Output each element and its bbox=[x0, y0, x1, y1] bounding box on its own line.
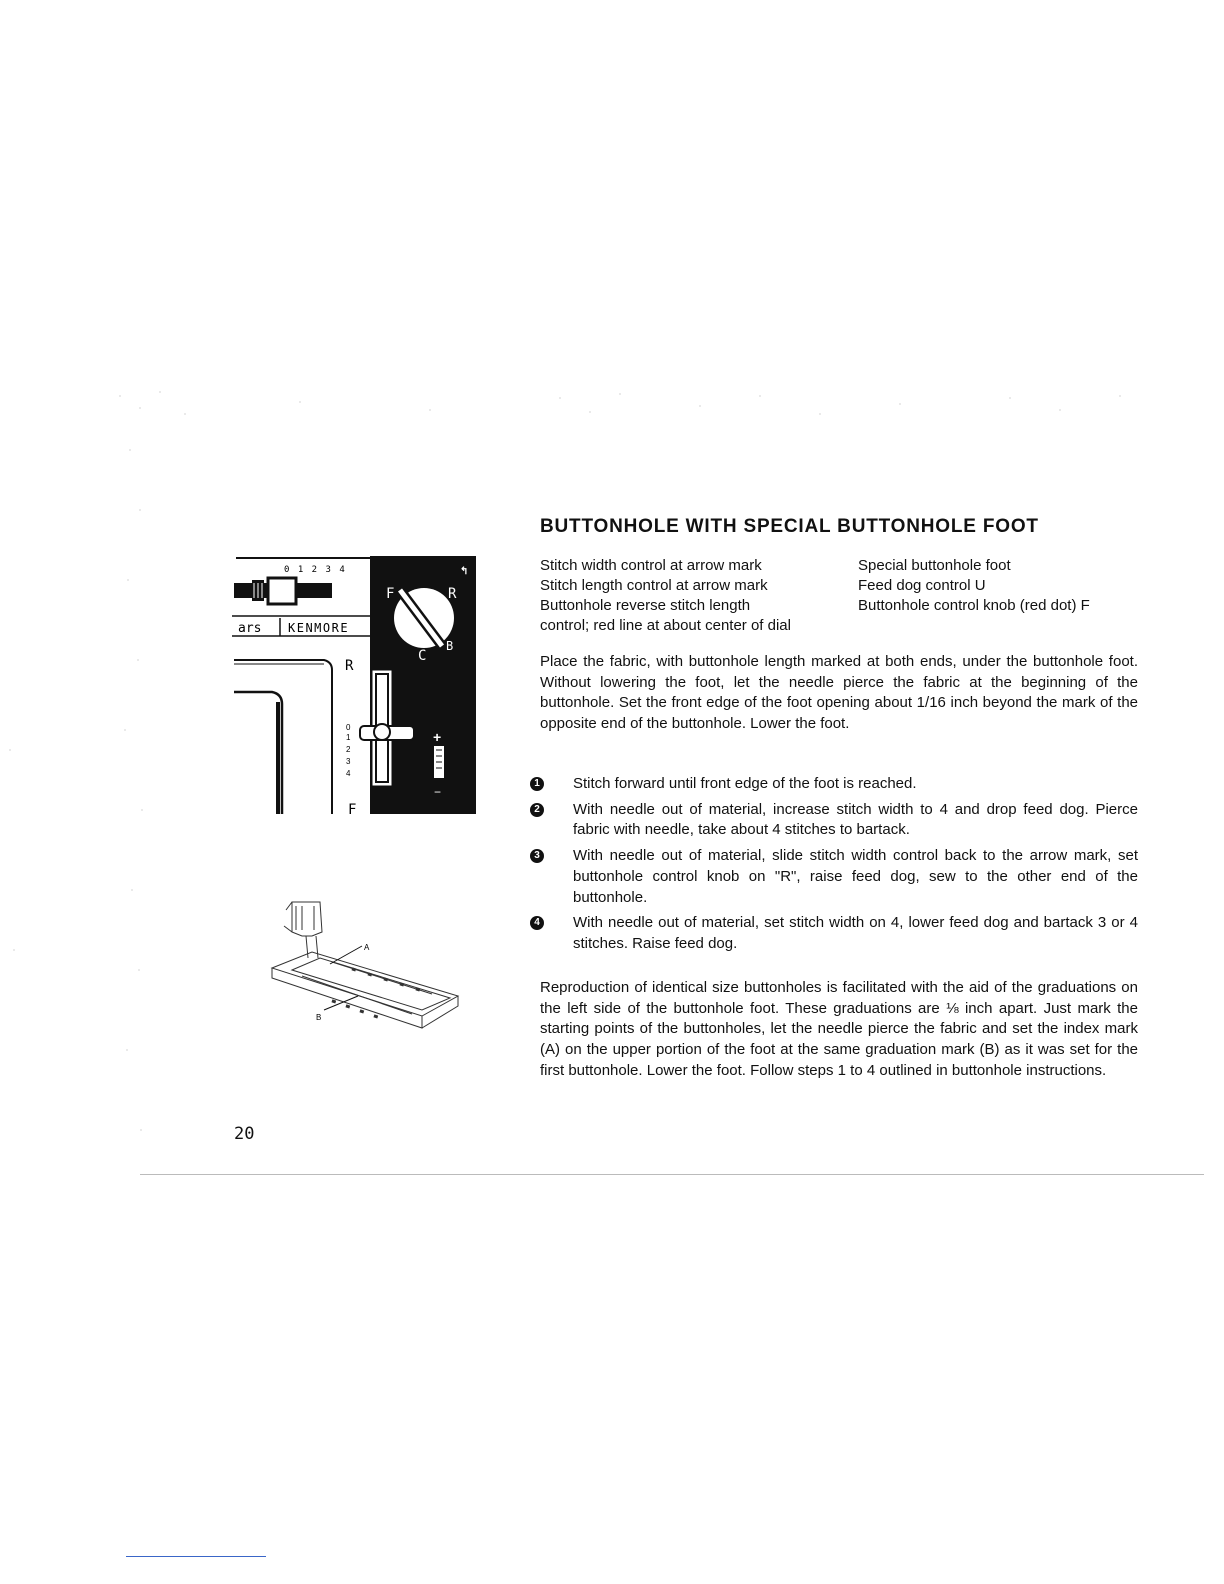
step-item bbox=[530, 846, 1138, 908]
stitch-width-slider bbox=[234, 578, 332, 604]
slider-scale-3: 3 bbox=[346, 757, 351, 766]
slider-scale-2: 2 bbox=[346, 745, 351, 754]
minus-sign: − bbox=[434, 785, 442, 799]
control-panel-illustration bbox=[232, 552, 480, 818]
step-text: With needle out of material, set stitch width on 4, lower feed dog and bartack 3 or 4 stitches. Raise feed dog. bbox=[573, 914, 1138, 952]
brand-left: ars bbox=[238, 621, 262, 636]
svg-text:↰: ↰ bbox=[460, 566, 469, 577]
scan-noise-top bbox=[0, 384, 1224, 434]
step-number-icon: 2 bbox=[530, 803, 544, 817]
label-b: B bbox=[316, 1013, 322, 1022]
step-text: With needle out of material, increase stitch width to 4 and drop feed dog. Pierce fabric with needle, take about 4 stitches to bartack. bbox=[573, 800, 1138, 839]
slider-scale-1: 1 bbox=[346, 733, 351, 742]
knob-label-r: R bbox=[448, 586, 457, 602]
setting-stitch-width: Stitch width control at arrow mark bbox=[540, 557, 762, 574]
buttonhole-foot-illustration bbox=[262, 896, 490, 1062]
slider-top-label: R bbox=[345, 658, 354, 674]
bottom-rule bbox=[140, 1174, 1204, 1175]
knob-label-b: B bbox=[446, 639, 454, 653]
step-number-icon: 3 bbox=[530, 849, 544, 863]
settings-left-column bbox=[540, 556, 858, 636]
plus-sign: + bbox=[433, 729, 442, 745]
step-text: Stitch forward until front edge of the foot is reached. bbox=[573, 775, 917, 792]
slider-scale-0: 0 bbox=[346, 723, 351, 732]
step-number-icon: 1 bbox=[530, 777, 544, 791]
label-a: A bbox=[364, 943, 370, 952]
slider-scale-4: 4 bbox=[346, 769, 351, 778]
setting-stitch-length: Stitch length control at arrow mark bbox=[540, 577, 768, 594]
setting-special-foot: Special buttonhole foot bbox=[858, 557, 1011, 574]
settings-right-column bbox=[858, 556, 1140, 616]
intro-paragraph: Place the fabric, with buttonhole length marked at both ends, under the buttonhole foot. Without lowering the foot, let the needle pierce the fabric at the beginning of the buttonhole. Set the front edge of the foot opening about 1/16 inch beyond the mark of the opposite end of the buttonhole. Lower the foot. bbox=[540, 653, 1138, 733]
setting-reverse-stitch: Buttonhole reverse stitch length bbox=[540, 597, 751, 614]
step-number-icon: 4 bbox=[530, 916, 544, 930]
setting-feed-dog: Feed dog control U bbox=[858, 577, 986, 594]
page-title: BUTTONHOLE WITH SPECIAL BUTTONHOLE FOOT bbox=[540, 516, 1039, 537]
buttonhole-control-knob bbox=[394, 588, 454, 648]
step-item bbox=[530, 800, 1138, 841]
slider-bottom-label: F bbox=[348, 802, 357, 818]
brand-kenmore: KENMORE bbox=[288, 621, 350, 635]
steps-list bbox=[530, 774, 1138, 960]
page-number: 20 bbox=[234, 1124, 255, 1144]
width-scale-label: 0 1 2 3 4 bbox=[284, 565, 347, 575]
knob-label-c: C bbox=[418, 648, 427, 664]
step-text: With needle out of material, slide stitch width control back to the arrow mark, set buttonhole control knob on "R", raise feed dog, sew to the other end of the buttonhole. bbox=[573, 847, 1138, 906]
knob-label-f: F bbox=[386, 586, 395, 602]
step-item bbox=[530, 774, 1138, 795]
scan-noise-left bbox=[0, 430, 150, 1170]
step-item bbox=[530, 913, 1138, 954]
setting-control-knob: Buttonhole control knob (red dot) F bbox=[858, 597, 1090, 614]
setting-reverse-stitch-cont: control; red line at about center of dial bbox=[540, 617, 791, 634]
closing-paragraph: Reproduction of identical size buttonholes is facilitated with the aid of the graduations on the left side of the buttonhole foot. These graduations are ⅛ inch apart. Just mark the starting points of the buttonholes, let the needle pierce the fabric and set the index mark (A) on the upper portion of the foot at the same graduation mark (B) as it was set for the first buttonhole. Lower the foot. Follow steps 1 to 4 outlined in buttonhole instructions. bbox=[540, 979, 1138, 1079]
link-underline bbox=[126, 1556, 266, 1557]
